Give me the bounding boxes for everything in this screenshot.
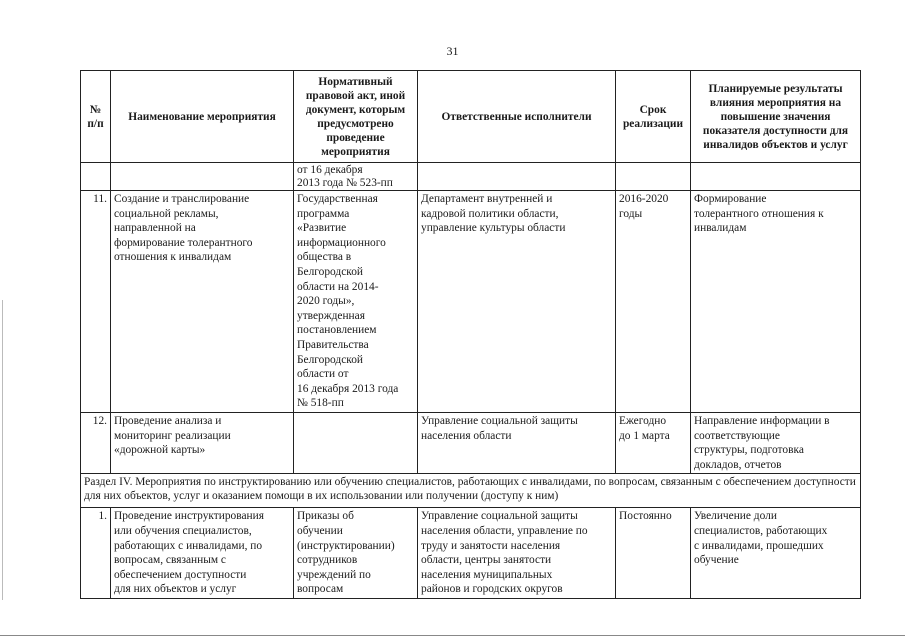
header-responsible: Ответственные исполнители [418,71,616,163]
cell-name: Проведение анализа и мониторинг реализации «дорожной карты» [111,413,294,474]
section-title: Раздел IV. Мероприятия по инструктированию или обучению специалистов, работающих с инвалидами, по вопросам, связанным с обеспечением доступности для них объектов, услуг и оказанием помощи в их использовании или получении (доступу к ним) [81,474,861,508]
cell-num: 12. [81,413,111,474]
cell-responsible: Управление социальной защиты населения области [418,413,616,474]
cell-term: Постоянно [616,508,691,599]
section-row [81,474,861,508]
header-num: № п/п [81,71,111,163]
cell-term: Ежегодно до 1 марта [616,413,691,474]
table-row [81,508,861,599]
header-result: Планируемые результаты влияния мероприятия на повышение значения показателя доступности для инвалидов объектов и услуг [691,71,861,163]
cell-responsible [418,163,616,191]
cell-num [81,163,111,191]
header-act: Нормативный правовой акт, иной документ, которым предусмотрено проведение мероприятия [294,71,418,163]
scan-bottom-line [0,635,905,636]
page-number: 31 [446,44,459,58]
table-row [81,413,861,474]
cell-num: 1. [81,508,111,599]
table-row [81,191,861,413]
cell-act: Государственная программа «Развитие информационного общества в Белгородской области на 2014- 2020 годы», утвержденная постановлением Правительства Белгородской области от 16 декабря 2013 года № 518-пп [294,191,418,413]
cell-name: Проведение инструктирования или обучения специалистов, работающих с инвалидами, по вопросам, связанным с обеспечением доступности для них объектов и услуг [111,508,294,599]
measures-table [80,70,861,599]
cell-result: Увеличение доли специалистов, работающих с инвалидами, прошедших обучение [691,508,861,599]
cell-result: Направление информации в соответствующие структуры, подготовка докладов, отчетов [691,413,861,474]
cell-act [294,413,418,474]
cell-act: Приказы об обучении (инструктировании) сотрудников учреждений по вопросам [294,508,418,599]
cell-result [691,163,861,191]
cell-num: 11. [81,191,111,413]
cell-name [111,163,294,191]
header-term: Срок реализации [616,71,691,163]
cell-term [616,163,691,191]
table-header-row [81,71,861,163]
cell-result: Формирование толерантного отношения к инвалидам [691,191,861,413]
cell-term: 2016-2020 годы [616,191,691,413]
scan-edge-line [2,300,3,600]
header-name: Наименование мероприятия [111,71,294,163]
cell-responsible: Управление социальной защиты населения области, управление по труду и занятости населения области, центры занятости населения муниципальных районов и городских округов [418,508,616,599]
table-row [81,163,861,191]
cell-responsible: Департамент внутренней и кадровой политики области, управление культуры области [418,191,616,413]
cell-name: Создание и транслирование социальной рекламы, направленной на формирование толерантного отношения к инвалидам [111,191,294,413]
cell-act: от 16 декабря 2013 года № 523-пп [294,163,418,191]
